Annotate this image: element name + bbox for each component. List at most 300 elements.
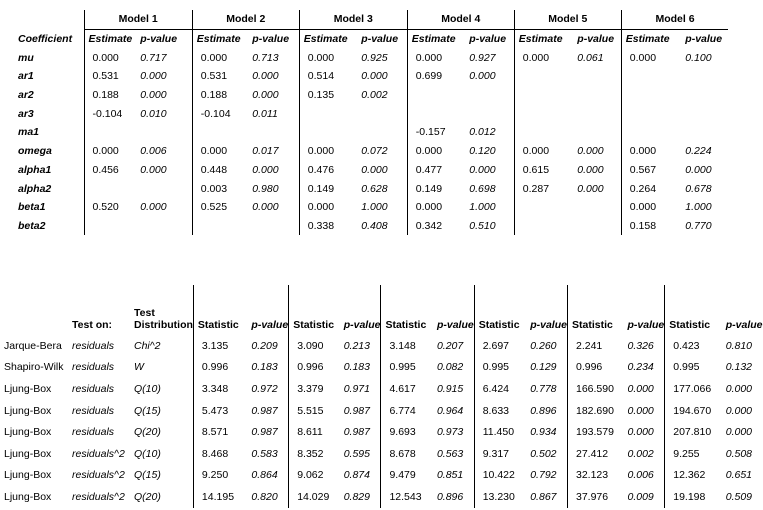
model-header: Model 4 xyxy=(407,10,514,29)
p-value-header: p-value xyxy=(627,319,665,331)
p-value: 0.987 xyxy=(343,426,370,439)
coefficient-row xyxy=(18,142,728,161)
p-value xyxy=(244,217,299,236)
blank-cell xyxy=(18,10,84,29)
coefficient-name: beta1 xyxy=(18,201,46,214)
statistic-value: 3.379 xyxy=(289,378,336,400)
p-value: 0.000 xyxy=(252,89,279,102)
p-value: 0.595 xyxy=(343,447,370,460)
statistic-value: 9.317 xyxy=(474,443,522,465)
p-value: 0.100 xyxy=(685,51,712,64)
p-value: 0.002 xyxy=(361,89,388,102)
estimate-header: Estimate xyxy=(514,29,569,48)
statistic-value: 9.693 xyxy=(381,421,429,443)
test-on: residuals xyxy=(72,404,115,417)
statistic-value: 19.198 xyxy=(665,486,718,508)
statistic-value: 8.571 xyxy=(193,421,243,443)
test-on: residuals xyxy=(72,361,115,374)
statistic-value: 2.697 xyxy=(474,335,522,357)
statistic-value: 182.690 xyxy=(567,400,619,422)
diagnostics-row xyxy=(4,486,763,508)
p-value: 0.234 xyxy=(627,361,654,374)
p-value: 0.717 xyxy=(140,51,167,64)
diagnostics-row xyxy=(4,400,763,422)
statistic-header: Statistic xyxy=(665,285,718,335)
estimate-value: 0.699 xyxy=(407,67,461,86)
statistic-value: 177.066 xyxy=(665,378,718,400)
p-value: 0.778 xyxy=(530,382,557,395)
estimate-value: 0.149 xyxy=(299,179,353,198)
p-value: 0.896 xyxy=(436,490,464,503)
statistic-value: 8.468 xyxy=(193,443,243,465)
p-value: 0.000 xyxy=(361,70,388,83)
coefficient-row xyxy=(18,198,728,217)
statistic-value: 207.810 xyxy=(665,421,718,443)
estimate-value xyxy=(299,123,353,142)
p-value: 0.987 xyxy=(251,404,278,417)
p-value: 0.120 xyxy=(469,145,496,158)
p-value xyxy=(461,104,514,123)
diagnostics-table xyxy=(4,285,763,508)
statistic-value: 8.352 xyxy=(289,443,336,465)
estimate-value xyxy=(84,123,132,142)
p-value-header: p-value xyxy=(140,33,178,46)
estimate-value: 0.000 xyxy=(299,142,353,161)
p-value: 0.002 xyxy=(627,447,654,460)
p-value: 0.987 xyxy=(251,426,278,439)
statistic-value: 8.678 xyxy=(381,443,429,465)
estimate-value xyxy=(192,123,244,142)
diagnostics-row xyxy=(4,357,763,379)
test-name: Ljung-Box xyxy=(4,404,52,417)
test-distribution: Q(20) xyxy=(134,490,161,503)
model-header: Model 1 xyxy=(84,10,192,29)
statistic-value: 3.135 xyxy=(193,335,243,357)
p-value xyxy=(353,104,407,123)
statistic-value: 9.062 xyxy=(289,465,336,487)
p-value: 0.082 xyxy=(436,361,464,374)
statistic-value: 5.515 xyxy=(289,400,336,422)
coefficient-row xyxy=(18,86,728,105)
p-value: 0.563 xyxy=(436,447,464,460)
p-value: 0.820 xyxy=(251,490,278,503)
p-value: 0.009 xyxy=(627,490,654,503)
coefficient-name: omega xyxy=(18,145,52,158)
p-value xyxy=(569,67,621,86)
test-name: Jarque-Bera xyxy=(4,339,62,352)
p-value: 0.132 xyxy=(725,361,753,374)
estimate-value: 0.000 xyxy=(192,48,244,67)
statistic-value: 193.579 xyxy=(567,421,619,443)
estimate-header: Estimate xyxy=(621,29,677,48)
p-value: 0.987 xyxy=(343,404,370,417)
test-distribution-header-line1: Test xyxy=(134,307,155,319)
statistic-header: Statistic xyxy=(193,285,243,335)
model-header: Model 2 xyxy=(192,10,299,29)
p-value: 0.713 xyxy=(252,51,279,64)
estimate-value: 0.514 xyxy=(299,67,353,86)
statistic-value: 166.590 xyxy=(567,378,619,400)
estimate-value: 0.188 xyxy=(192,86,244,105)
diagnostics-header-row xyxy=(4,285,763,335)
p-value: 1.000 xyxy=(361,201,388,214)
p-value-header: p-value xyxy=(685,33,723,46)
estimate-value xyxy=(514,86,569,105)
test-on-header: Test on: xyxy=(72,319,113,331)
p-value-header: p-value xyxy=(530,319,567,331)
coefficient-row xyxy=(18,161,728,180)
statistic-header: Statistic xyxy=(381,285,429,335)
statistic-value: 3.148 xyxy=(381,335,429,357)
estimate-value: -0.104 xyxy=(84,104,132,123)
estimate-value xyxy=(407,104,461,123)
p-value: 0.260 xyxy=(530,339,557,352)
estimate-value xyxy=(407,86,461,105)
statistic-value: 10.422 xyxy=(474,465,522,487)
coefficient-name: beta2 xyxy=(18,219,46,232)
p-value: 0.973 xyxy=(436,426,464,439)
p-value: 0.000 xyxy=(469,163,496,176)
diagnostics-row xyxy=(4,421,763,443)
estimate-value: 0.000 xyxy=(407,142,461,161)
coefficient-name: ar3 xyxy=(18,107,34,120)
estimate-value: 0.615 xyxy=(514,161,569,180)
p-value: 0.678 xyxy=(685,182,712,195)
statistic-value: 3.348 xyxy=(193,378,243,400)
statistic-header: Statistic xyxy=(474,285,522,335)
p-value: 0.017 xyxy=(252,145,279,158)
test-name: Shapiro-Wilk xyxy=(4,361,64,374)
model-header: Model 6 xyxy=(621,10,728,29)
p-value xyxy=(677,123,728,142)
statistic-value: 14.195 xyxy=(193,486,243,508)
p-value xyxy=(569,198,621,217)
statistic-value: 8.633 xyxy=(474,400,522,422)
estimate-value xyxy=(514,123,569,142)
estimate-value: 0.000 xyxy=(407,48,461,67)
estimate-value: 0.135 xyxy=(299,86,353,105)
estimate-value: 0.338 xyxy=(299,217,353,236)
test-distribution: Q(10) xyxy=(134,447,161,460)
test-on: residuals^2 xyxy=(72,490,125,503)
p-value: 0.980 xyxy=(252,182,279,195)
p-value: 0.000 xyxy=(725,426,753,439)
p-value: 1.000 xyxy=(685,201,712,214)
p-value-header: p-value xyxy=(725,319,763,331)
statistic-value: 37.976 xyxy=(567,486,619,508)
p-value xyxy=(132,123,192,142)
p-value: 0.583 xyxy=(251,447,278,460)
p-value-header: p-value xyxy=(436,319,474,331)
p-value xyxy=(353,123,407,142)
estimate-value: 0.000 xyxy=(514,142,569,161)
estimate-header: Estimate xyxy=(299,29,353,48)
p-value: 0.874 xyxy=(343,469,370,482)
estimate-value: 0.531 xyxy=(84,67,132,86)
diagnostics-row xyxy=(4,335,763,357)
estimate-value: 0.456 xyxy=(84,161,132,180)
coefficient-header: Coefficient xyxy=(18,32,73,45)
p-value-header: p-value xyxy=(343,319,381,331)
p-value: 0.972 xyxy=(251,382,278,395)
statistic-value: 12.543 xyxy=(381,486,429,508)
p-value-header: p-value xyxy=(469,33,507,46)
statistic-value: 0.995 xyxy=(474,357,522,379)
estimate-value: 0.000 xyxy=(84,142,132,161)
model-header: Model 3 xyxy=(299,10,407,29)
subheader-row xyxy=(18,29,728,48)
estimate-value: 0.531 xyxy=(192,67,244,86)
p-value: 0.925 xyxy=(361,51,388,64)
p-value: 0.770 xyxy=(685,219,712,232)
coefficient-row xyxy=(18,48,728,67)
p-value: 0.224 xyxy=(685,145,712,158)
p-value xyxy=(461,86,514,105)
test-distribution: Q(15) xyxy=(134,404,161,417)
p-value: 0.000 xyxy=(577,145,604,158)
test-name: Ljung-Box xyxy=(4,490,52,503)
p-value: 0.000 xyxy=(140,201,167,214)
p-value: 0.061 xyxy=(577,51,604,64)
p-value: 0.810 xyxy=(725,339,753,352)
test-distribution-header xyxy=(134,285,193,335)
statistic-value: 0.996 xyxy=(567,357,619,379)
estimate-value: -0.157 xyxy=(407,123,461,142)
statistic-value: 0.996 xyxy=(193,357,243,379)
estimate-header: Estimate xyxy=(407,29,461,48)
p-value: 0.896 xyxy=(530,404,557,417)
statistic-value: 5.473 xyxy=(193,400,243,422)
estimate-value: 0.000 xyxy=(407,198,461,217)
p-value: 0.183 xyxy=(251,361,278,374)
p-value: 0.000 xyxy=(140,89,167,102)
estimate-header: Estimate xyxy=(192,29,244,48)
coefficient-row xyxy=(18,217,728,236)
p-value: 0.971 xyxy=(343,382,370,395)
test-on: residuals xyxy=(72,339,115,352)
p-value: 0.213 xyxy=(343,339,370,352)
p-value xyxy=(569,86,621,105)
test-distribution: Q(10) xyxy=(134,382,161,395)
statistic-value: 6.424 xyxy=(474,378,522,400)
estimate-value: 0.520 xyxy=(84,198,132,217)
p-value: 0.000 xyxy=(252,201,279,214)
p-value xyxy=(677,67,728,86)
p-value: 0.183 xyxy=(343,361,370,374)
estimate-value: 0.000 xyxy=(299,48,353,67)
statistic-header: Statistic xyxy=(567,285,619,335)
p-value: 0.934 xyxy=(530,426,557,439)
p-value: 0.000 xyxy=(685,163,712,176)
estimate-value: 0.525 xyxy=(192,198,244,217)
estimate-value: -0.104 xyxy=(192,104,244,123)
estimate-value xyxy=(84,217,132,236)
estimate-value xyxy=(621,104,677,123)
p-value: 0.000 xyxy=(140,70,167,83)
model-header-row xyxy=(18,10,728,29)
p-value: 0.072 xyxy=(361,145,388,158)
test-distribution: Chi^2 xyxy=(134,339,161,352)
statistic-value: 9.479 xyxy=(381,465,429,487)
p-value: 0.129 xyxy=(530,361,557,374)
estimate-value: 0.264 xyxy=(621,179,677,198)
estimate-value: 0.000 xyxy=(621,142,677,161)
estimate-value: 0.000 xyxy=(84,48,132,67)
coefficient-row xyxy=(18,123,728,142)
estimate-value xyxy=(514,198,569,217)
p-value: 0.000 xyxy=(469,70,496,83)
test-distribution: Q(15) xyxy=(134,469,161,482)
p-value: 0.000 xyxy=(252,163,279,176)
estimate-value: 0.477 xyxy=(407,161,461,180)
estimate-value: 0.158 xyxy=(621,217,677,236)
statistic-value: 8.611 xyxy=(289,421,336,443)
p-value: 0.011 xyxy=(252,107,278,120)
p-value: 0.012 xyxy=(469,126,496,139)
statistic-value: 0.423 xyxy=(665,335,718,357)
estimate-value: 0.149 xyxy=(407,179,461,198)
estimate-value: 0.000 xyxy=(514,48,569,67)
coefficient-row xyxy=(18,67,728,86)
statistic-value: 0.995 xyxy=(381,357,429,379)
estimate-value xyxy=(514,67,569,86)
test-distribution-header-line2: Distribution xyxy=(134,319,193,331)
p-value: 0.006 xyxy=(627,469,654,482)
estimate-value: 0.000 xyxy=(621,48,677,67)
estimate-value: 0.000 xyxy=(299,198,353,217)
statistic-value: 6.774 xyxy=(381,400,429,422)
p-value: 0.000 xyxy=(725,382,753,395)
statistic-value: 2.241 xyxy=(567,335,619,357)
p-value: 0.408 xyxy=(361,219,388,232)
p-value: 0.326 xyxy=(627,339,654,352)
blank-cell xyxy=(4,285,72,335)
p-value xyxy=(132,179,192,198)
p-value: 0.792 xyxy=(530,469,557,482)
statistic-value: 194.670 xyxy=(665,400,718,422)
p-value: 0.651 xyxy=(725,469,753,482)
statistic-value: 4.617 xyxy=(381,378,429,400)
p-value-header: p-value xyxy=(361,33,399,46)
coefficient-row xyxy=(18,104,728,123)
statistic-value: 14.029 xyxy=(289,486,336,508)
test-name: Ljung-Box xyxy=(4,447,52,460)
estimate-value: 0.448 xyxy=(192,161,244,180)
coefficient-name: ar2 xyxy=(18,89,34,102)
statistic-header: Statistic xyxy=(289,285,336,335)
estimate-value: 0.000 xyxy=(621,198,677,217)
diagnostics-row xyxy=(4,378,763,400)
estimate-value xyxy=(621,67,677,86)
test-name: Ljung-Box xyxy=(4,469,52,482)
p-value: 0.867 xyxy=(530,490,557,503)
p-value: 1.000 xyxy=(469,201,496,214)
p-value: 0.209 xyxy=(251,339,278,352)
estimate-value: 0.003 xyxy=(192,179,244,198)
coefficient-name: ar1 xyxy=(18,70,34,83)
test-on: residuals xyxy=(72,426,115,439)
test-distribution: W xyxy=(134,361,144,374)
estimate-value: 0.476 xyxy=(299,161,353,180)
test-on: residuals^2 xyxy=(72,469,125,482)
p-value xyxy=(569,217,621,236)
test-on: residuals xyxy=(72,382,115,395)
p-value: 0.698 xyxy=(469,182,496,195)
p-value: 0.000 xyxy=(627,426,654,439)
p-value-header: p-value xyxy=(577,33,615,46)
p-value: 0.508 xyxy=(725,447,753,460)
test-on: residuals^2 xyxy=(72,447,125,460)
p-value: 0.000 xyxy=(725,404,753,417)
coefficient-name: ma1 xyxy=(18,126,40,139)
test-name: Ljung-Box xyxy=(4,382,52,395)
estimate-value xyxy=(514,104,569,123)
estimate-value: 0.342 xyxy=(407,217,461,236)
statistic-value: 12.362 xyxy=(665,465,718,487)
statistic-value: 27.412 xyxy=(567,443,619,465)
p-value: 0.207 xyxy=(436,339,464,352)
p-value: 0.000 xyxy=(627,404,654,417)
estimate-value: 0.287 xyxy=(514,179,569,198)
estimate-value xyxy=(514,217,569,236)
diagnostics-row xyxy=(4,443,763,465)
p-value: 0.000 xyxy=(361,163,388,176)
p-value xyxy=(132,217,192,236)
coefficient-name: mu xyxy=(18,51,34,64)
p-value: 0.000 xyxy=(140,163,167,176)
p-value xyxy=(677,104,728,123)
p-value: 0.000 xyxy=(577,182,604,195)
p-value: 0.964 xyxy=(436,404,464,417)
p-value: 0.010 xyxy=(140,107,167,120)
test-name: Ljung-Box xyxy=(4,426,52,439)
estimate-value: 0.000 xyxy=(192,142,244,161)
p-value: 0.829 xyxy=(343,490,370,503)
p-value: 0.000 xyxy=(577,163,604,176)
coefficient-name: alpha1 xyxy=(18,163,52,176)
model-header: Model 5 xyxy=(514,10,621,29)
statistic-value: 0.995 xyxy=(665,357,718,379)
coefficient-name: alpha2 xyxy=(18,182,52,195)
p-value-header: p-value xyxy=(251,319,289,331)
diagnostics-row xyxy=(4,465,763,487)
statistic-value: 0.996 xyxy=(289,357,336,379)
statistic-value: 3.090 xyxy=(289,335,336,357)
p-value: 0.915 xyxy=(436,382,464,395)
statistic-value: 13.230 xyxy=(474,486,522,508)
estimate-value: 0.567 xyxy=(621,161,677,180)
statistic-value: 32.123 xyxy=(567,465,619,487)
p-value: 0.864 xyxy=(251,469,278,482)
estimate-value xyxy=(621,123,677,142)
p-value: 0.510 xyxy=(469,219,496,232)
p-value xyxy=(569,123,621,142)
p-value xyxy=(569,104,621,123)
p-value xyxy=(244,123,299,142)
coefficient-row xyxy=(18,179,728,198)
p-value xyxy=(677,86,728,105)
estimate-value xyxy=(84,179,132,198)
coefficient-table xyxy=(18,10,728,235)
estimate-value xyxy=(621,86,677,105)
statistic-value: 9.255 xyxy=(665,443,718,465)
estimate-value: 0.188 xyxy=(84,86,132,105)
p-value: 0.006 xyxy=(140,145,167,158)
p-value: 0.000 xyxy=(627,382,654,395)
estimate-header: Estimate xyxy=(84,29,132,48)
p-value: 0.851 xyxy=(436,469,464,482)
p-value: 0.502 xyxy=(530,447,557,460)
